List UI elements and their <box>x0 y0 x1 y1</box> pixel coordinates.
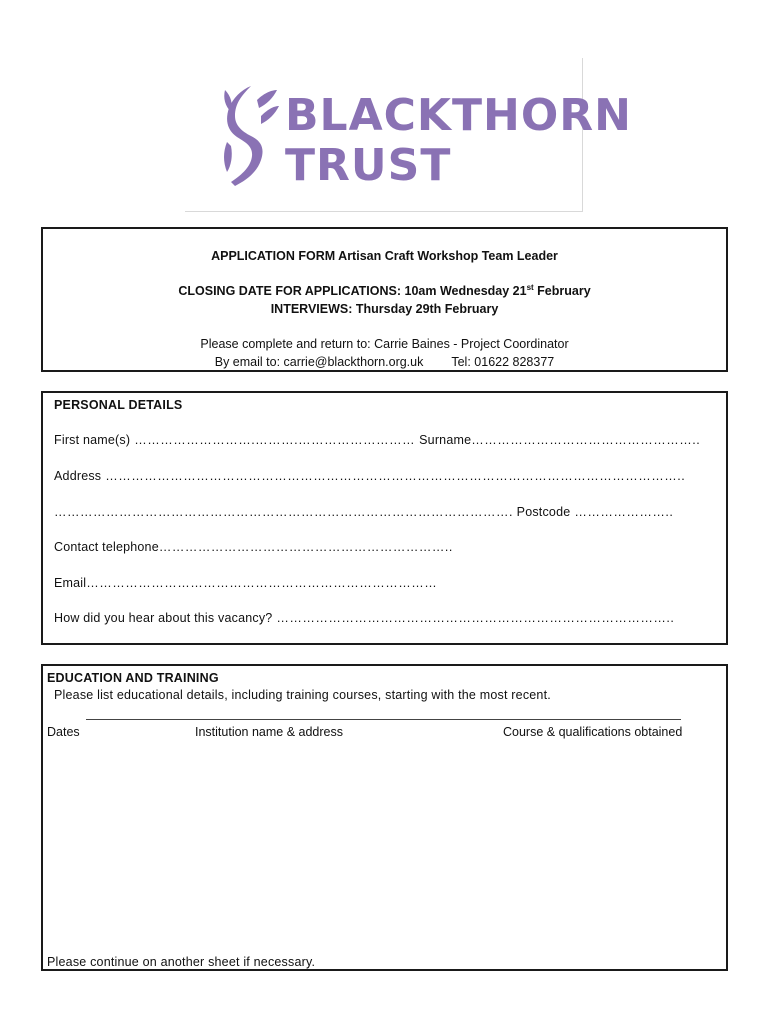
form-title: APPLICATION FORM Artisan Craft Workshop Team Leader <box>211 249 558 263</box>
personal-details-section <box>41 391 728 645</box>
contact-line <box>43 354 726 370</box>
email-label: Email <box>54 576 87 590</box>
contact-email[interactable]: By email to: carrie@blackthorn.org.uk <box>214 355 424 369</box>
email-field[interactable] <box>54 575 437 591</box>
address-line-2-field[interactable] <box>54 504 673 520</box>
closing-date-text: CLOSING DATE FOR APPLICATIONS: 10am Wednesday 21 <box>178 284 527 298</box>
address-label: Address <box>54 469 102 483</box>
continue-note: Please continue on another sheet if necessary. <box>47 955 316 969</box>
first-name-label: First name(s) <box>54 433 131 447</box>
application-header-box <box>41 227 728 372</box>
education-training-section <box>41 664 728 971</box>
vacancy-source-label: How did you hear about this vacancy? <box>54 611 273 625</box>
surname-input-line[interactable]: …………………………………………….. <box>471 433 701 447</box>
logo-wordmark-line2: TRUST <box>285 140 452 191</box>
surname-label: Surname <box>419 433 472 447</box>
logo-wordmark-line1: BLACKTHORN <box>285 90 632 141</box>
personal-details-heading: PERSONAL DETAILS <box>54 398 183 412</box>
postcode-label: Postcode <box>512 505 571 519</box>
telephone-label: Contact telephone <box>54 540 159 554</box>
education-entry-area[interactable] <box>47 746 722 946</box>
vacancy-source-field[interactable] <box>54 610 674 626</box>
return-instructions: Please complete and return to: Carrie Baines - Project Coordinator <box>200 337 569 351</box>
interview-date: INTERVIEWS: Thursday 29th February <box>270 302 499 316</box>
address-line-2-input-line[interactable]: ……………………………………………………………………………………………. <box>54 505 513 519</box>
first-name-field[interactable] <box>54 432 700 448</box>
closing-date-sup: st <box>526 282 534 292</box>
column-divider-rule <box>86 719 681 720</box>
telephone-input-line[interactable]: ………………………………………………………….. <box>158 540 453 554</box>
education-instructions: Please list educational details, including training courses, starting with the most recent. <box>54 688 551 702</box>
closing-date-month: February <box>533 284 591 298</box>
vacancy-source-input-line[interactable]: ……………………………………………………………………………….. <box>272 611 675 625</box>
contact-telephone: Tel: 01622 828377 <box>451 355 555 369</box>
address-input-line[interactable]: …………………………………………………………………………………………………………………….. <box>101 469 686 483</box>
column-header-dates: Dates <box>47 725 80 739</box>
column-header-course: Course & qualifications obtained <box>503 725 683 739</box>
email-input-line[interactable]: ……………………………………………………………………… <box>86 576 438 590</box>
address-field[interactable] <box>54 468 685 484</box>
first-name-input-line[interactable]: ……………………….……….……………………… <box>130 433 420 447</box>
telephone-field[interactable] <box>54 539 453 555</box>
education-heading: EDUCATION AND TRAINING <box>47 671 219 685</box>
closing-date <box>43 283 726 299</box>
blackthorn-leaf-logo-icon <box>221 82 279 190</box>
column-header-institution: Institution name & address <box>195 725 343 739</box>
logo-frame <box>185 58 632 212</box>
postcode-input-line[interactable]: ………………….. <box>570 505 674 519</box>
